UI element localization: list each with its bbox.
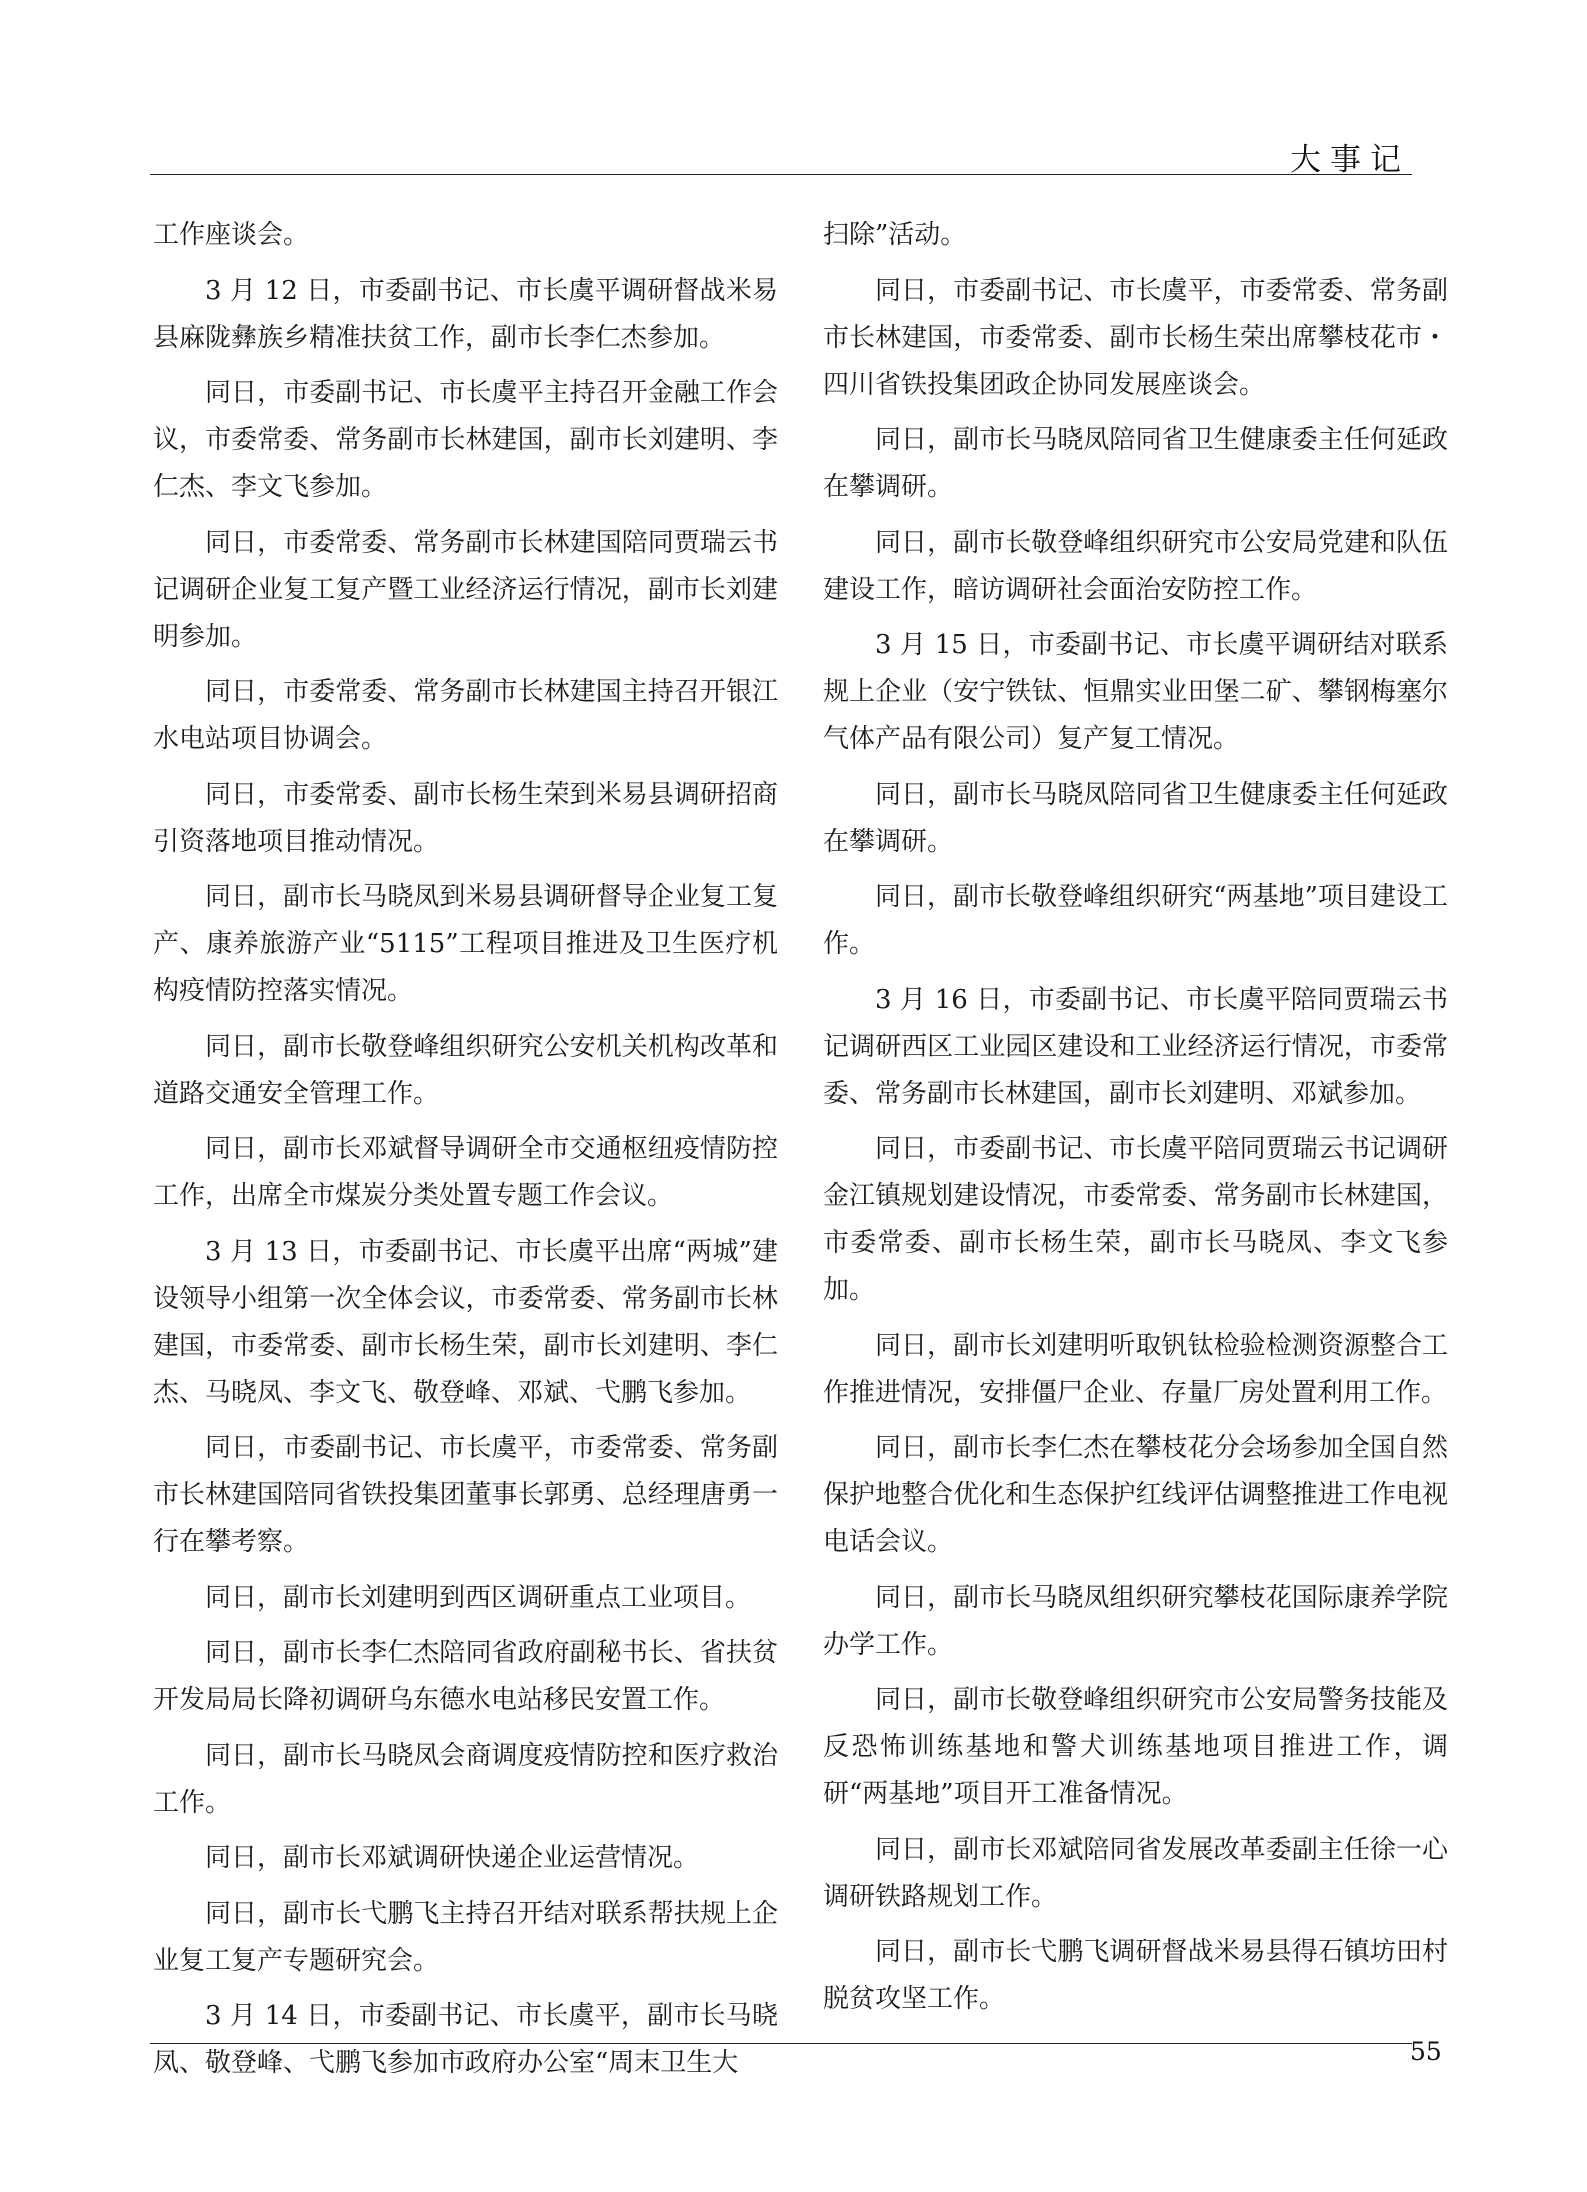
left-column xyxy=(153,212,778,2096)
entry-paragraph: 同日，市委常委、常务副市长林建国主持召开银江水电站项目协调会。 xyxy=(153,677,778,754)
entry-paragraph: 同日，副市长马晓凤陪同省卫生健康委主任何延政在攀调研。 xyxy=(823,425,1448,502)
entry-paragraph: 同日，副市长马晓凤会商调度疫情防控和医疗救治工作。 xyxy=(153,1740,778,1818)
entry-paragraph: 3 月 12 日，市委副书记、市长虞平调研督战米易县麻陇彝族乡精准扶贫工作，副市长李仁杰参加。 xyxy=(153,275,778,353)
entry-paragraph: 同日，副市长敬登峰组织研究公安机关机构改革和道路交通安全管理工作。 xyxy=(153,1031,778,1109)
entry-paragraph: 3 月 15 日，市委副书记、市长虞平调研结对联系规上企业（安宁铁钛、恒鼎实业田堡二矿、攀钢梅塞尔气体产品有限公司）复产复工情况。 xyxy=(823,630,1448,754)
entry-paragraph: 同日，副市长李仁杰陪同省政府副秘书长、省扶贫开发局局长降初调研乌东德水电站移民安置工作。 xyxy=(153,1638,778,1715)
entry-paragraph: 3 月 16 日，市委副书记、市长虞平陪同贾瑞云书记调研西区工业园区建设和工业经济运行情况，市委常委、常务副市长林建国，副市长刘建明、邓斌参加。 xyxy=(823,984,1448,1109)
entry-paragraph: 同日，副市长马晓凤到米易县调研督导企业复工复产、康养旅游产业“5115”工程项目推进及卫生医疗机构疫情防控落实情况。 xyxy=(153,882,778,1006)
entry-paragraph: 同日，市委常委、副市长杨生荣到米易县调研招商引资落地项目推动情况。 xyxy=(153,779,778,857)
entry-paragraph: 同日，市委副书记、市长虞平陪同贾瑞云书记调研金江镇规划建设情况，市委常委、常务副市长林建国，市委常委、副市长杨生荣，副市长马晓凤、李文飞参加。 xyxy=(823,1134,1448,1305)
entry-paragraph: 同日，副市长邓斌调研快递企业运营情况。 xyxy=(205,1843,700,1873)
entry-paragraph: 同日，副市长敬登峰组织研究市公安局党建和队伍建设工作，暗访调研社会面治安防控工作。 xyxy=(823,527,1448,605)
entry-paragraph: 3 月 13 日，市委副书记、市长虞平出席“两城”建设领导小组第一次全体会议，市委常委、常务副市长林建国，市委常委、副市长杨生荣，副市长刘建明、李仁杰、马晓凤、李文飞、敬登峰、邓斌、弋鹏飞参加。 xyxy=(153,1236,778,1408)
entry-paragraph: 同日，副市长敬登峰组织研究市公安局警务技能及反恐怖训练基地和警犬训练基地项目推进工作，调研“两基地”项目开工准备情况。 xyxy=(823,1685,1448,1809)
entry-paragraph: 同日，市委副书记、市长虞平，市委常委、常务副市长林建国陪同省铁投集团董事长郭勇、总经理唐勇一行在攀考察。 xyxy=(153,1433,778,1557)
entry-paragraph: 同日，副市长敬登峰组织研究“两基地”项目建设工作。 xyxy=(823,882,1448,959)
entry-paragraph: 同日，副市长邓斌陪同省发展改革委副主任徐一心调研铁路规划工作。 xyxy=(823,1834,1448,1912)
entry-paragraph: 同日，副市长弋鹏飞调研督战米易县得石镇坊田村脱贫攻坚工作。 xyxy=(823,1937,1448,2014)
header-divider xyxy=(150,174,1412,175)
entry-paragraph: 同日，副市长刘建明听取钒钛检验检测资源整合工作推进情况，安排僵尸企业、存量厂房处置利用工作。 xyxy=(823,1330,1448,1408)
entry-paragraph: 同日，副市长刘建明到西区调研重点工业项目。 xyxy=(205,1582,752,1613)
entry-paragraph: 工作座谈会。 xyxy=(153,220,310,250)
entry-paragraph: 同日，市委副书记、市长虞平主持召开金融工作会议，市委常委、常务副市长林建国，副市长刘建明、李仁杰、李文飞参加。 xyxy=(153,378,778,502)
entry-paragraph: 3 月 14 日，市委副书记、市长虞平，副市长马晓凤、敬登峰、弋鹏飞参加市政府办公室“周末卫生大 xyxy=(153,2001,778,2078)
entry-paragraph: 同日，副市长邓斌督导调研全市交通枢纽疫情防控工作，出席全市煤炭分类处置专题工作会议。 xyxy=(153,1134,778,1211)
page-number: 55 xyxy=(1410,2037,1442,2066)
entry-paragraph: 同日，副市长弋鹏飞主持召开结对联系帮扶规上企业复工复产专题研究会。 xyxy=(153,1898,778,1976)
entry-paragraph: 同日，市委副书记、市长虞平，市委常委、常务副市长林建国，市委常委、副市长杨生荣出席攀枝花市・四川省铁投集团政企协同发展座谈会。 xyxy=(823,275,1448,400)
section-title: 大事记 xyxy=(1290,142,1410,178)
entry-paragraph: 扫除”活动。 xyxy=(823,220,967,250)
entry-paragraph: 同日，副市长马晓凤组织研究攀枝花国际康养学院办学工作。 xyxy=(823,1582,1448,1660)
entry-paragraph: 同日，副市长马晓凤陪同省卫生健康委主任何延政在攀调研。 xyxy=(823,779,1448,857)
entry-paragraph: 同日，副市长李仁杰在攀枝花分会场参加全国自然保护地整合优化和生态保护红线评估调整推进工作电视电话会议。 xyxy=(823,1433,1448,1557)
right-column xyxy=(823,212,1448,2032)
footer-divider xyxy=(150,2043,1412,2044)
entry-paragraph: 同日，市委常委、常务副市长林建国陪同贾瑞云书记调研企业复工复产暨工业经济运行情况，副市长刘建明参加。 xyxy=(153,527,778,652)
